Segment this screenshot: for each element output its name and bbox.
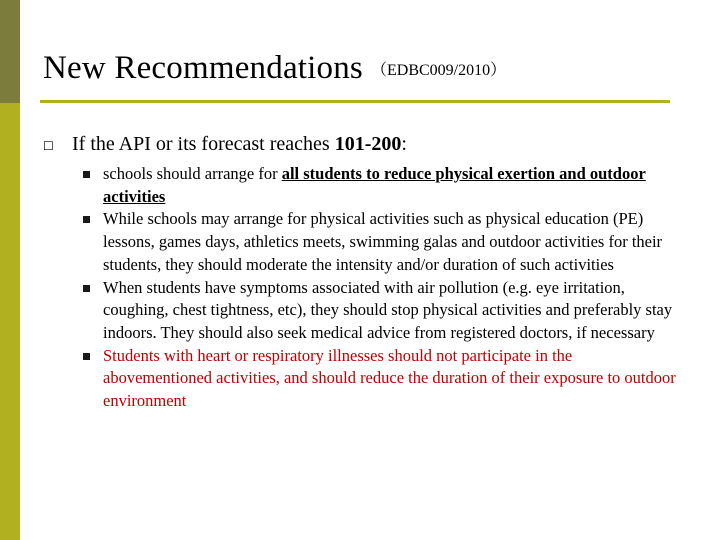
main-point-range: 101-200 xyxy=(334,133,402,155)
checkbox-bullet-icon: ☐ xyxy=(43,139,54,153)
recommendation-item xyxy=(103,208,683,276)
slide-title xyxy=(43,50,506,87)
side-bar-lower-block xyxy=(0,103,20,540)
recommendation-prefix: schools should arrange for xyxy=(103,164,282,183)
square-bullet-icon xyxy=(83,285,90,292)
recommendation-item xyxy=(103,163,683,208)
main-point-prefix: If the API or its forecast reaches xyxy=(72,133,335,155)
recommendation-item xyxy=(103,277,683,345)
recommendation-emphasis: all students to reduce physical exertion and outdoor activities xyxy=(103,164,646,206)
square-bullet-icon xyxy=(83,216,90,223)
recommendation-list xyxy=(103,163,683,413)
recommendation-text: When students have symptoms associated with air pollution (e.g. eye irritation, coughing, chest tightness, etc), they should stop physical activities and preferably stay indoors. They should also seek medical advice from registered doctors, if necessary xyxy=(103,277,673,342)
square-bullet-icon xyxy=(83,171,90,178)
title-divider xyxy=(40,100,670,103)
side-bar-upper-block xyxy=(0,0,20,103)
slide-title-code: （EDBC009/2010） xyxy=(370,62,507,79)
main-point-suffix: : xyxy=(401,133,407,155)
main-point xyxy=(72,131,672,157)
recommendation-text: While schools may arrange for physical activities such as physical education (PE) lessons, games days, athletics meets, swimming galas and outdoor activities for their students, they should moderate the intensity and/or duration of such activities xyxy=(103,209,663,274)
square-bullet-icon xyxy=(83,353,90,360)
recommendation-item-warning xyxy=(103,345,683,413)
slide-side-bar xyxy=(0,0,20,540)
recommendation-text: Students with heart or respiratory illnesses should not participate in the abovementioned activities, and should reduce the duration of their exposure to outdoor environment xyxy=(103,345,676,411)
slide-title-text: New Recommendations xyxy=(43,50,363,86)
